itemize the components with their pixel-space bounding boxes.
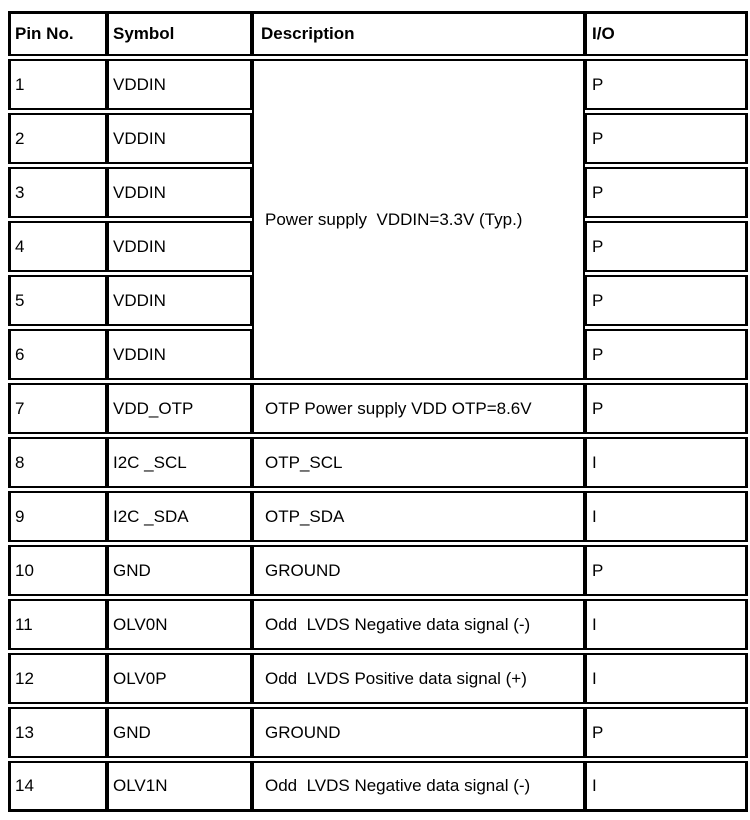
io-cell: P xyxy=(585,221,748,272)
table-row-pin-12 xyxy=(8,653,748,704)
pin-assignment-table xyxy=(8,8,748,815)
symbol-cell: VDDIN xyxy=(107,59,252,110)
pin-cell: 12 xyxy=(8,653,107,704)
description-cell: Odd LVDS Positive data signal (+) xyxy=(252,653,585,704)
pin-cell: 4 xyxy=(8,221,107,272)
pin-cell: 5 xyxy=(8,275,107,326)
symbol-cell: GND xyxy=(107,545,252,596)
pin-cell: 14 xyxy=(8,761,107,812)
table-row-pin-14 xyxy=(8,761,748,812)
pin-cell: 6 xyxy=(8,329,107,380)
table-row-pin-11 xyxy=(8,599,748,650)
io-cell: P xyxy=(585,545,748,596)
symbol-cell: VDDIN xyxy=(107,329,252,380)
symbol-cell: OLV0P xyxy=(107,653,252,704)
description-cell: OTP Power supply VDD OTP=8.6V xyxy=(252,383,585,434)
io-cell: P xyxy=(585,113,748,164)
pin-cell: 11 xyxy=(8,599,107,650)
table-body xyxy=(8,59,748,812)
header-row xyxy=(8,11,748,56)
io-cell: P xyxy=(585,167,748,218)
pin-cell: 9 xyxy=(8,491,107,542)
pin-cell: 7 xyxy=(8,383,107,434)
io-cell: I xyxy=(585,437,748,488)
symbol-cell: VDD_OTP xyxy=(107,383,252,434)
merged-description-cell: Power supply VDDIN=3.3V (Typ.) xyxy=(252,59,585,380)
io-cell: I xyxy=(585,761,748,812)
io-cell: I xyxy=(585,599,748,650)
io-cell: P xyxy=(585,59,748,110)
symbol-cell: VDDIN xyxy=(107,167,252,218)
description-cell: OTP_SDA xyxy=(252,491,585,542)
io-cell: I xyxy=(585,491,748,542)
table-row-pin-10 xyxy=(8,545,748,596)
io-cell: P xyxy=(585,383,748,434)
table-row-pin-8 xyxy=(8,437,748,488)
table-row-pin-9 xyxy=(8,491,748,542)
column-header-io: I/O xyxy=(585,11,748,56)
table-row-pin-7 xyxy=(8,383,748,434)
table-row-pin-13 xyxy=(8,707,748,758)
symbol-cell: VDDIN xyxy=(107,221,252,272)
io-cell: I xyxy=(585,653,748,704)
symbol-cell: OLV1N xyxy=(107,761,252,812)
symbol-cell: VDDIN xyxy=(107,275,252,326)
symbol-cell: VDDIN xyxy=(107,113,252,164)
description-cell: Odd LVDS Negative data signal (-) xyxy=(252,599,585,650)
table-header xyxy=(8,11,748,56)
description-cell: OTP_SCL xyxy=(252,437,585,488)
symbol-cell: OLV0N xyxy=(107,599,252,650)
table-row-pin-1 xyxy=(8,59,748,110)
column-header-description: Description xyxy=(252,11,585,56)
description-cell: GROUND xyxy=(252,707,585,758)
column-header-symbol: Symbol xyxy=(107,11,252,56)
pin-cell: 3 xyxy=(8,167,107,218)
symbol-cell: GND xyxy=(107,707,252,758)
pin-cell: 2 xyxy=(8,113,107,164)
pin-cell: 1 xyxy=(8,59,107,110)
symbol-cell: I2C _SDA xyxy=(107,491,252,542)
pin-cell: 8 xyxy=(8,437,107,488)
io-cell: P xyxy=(585,707,748,758)
pin-cell: 13 xyxy=(8,707,107,758)
symbol-cell: I2C _SCL xyxy=(107,437,252,488)
io-cell: P xyxy=(585,275,748,326)
io-cell: P xyxy=(585,329,748,380)
description-cell: Odd LVDS Negative data signal (-) xyxy=(252,761,585,812)
description-cell: GROUND xyxy=(252,545,585,596)
column-header-pin-no: Pin No. xyxy=(8,11,107,56)
pin-cell: 10 xyxy=(8,545,107,596)
